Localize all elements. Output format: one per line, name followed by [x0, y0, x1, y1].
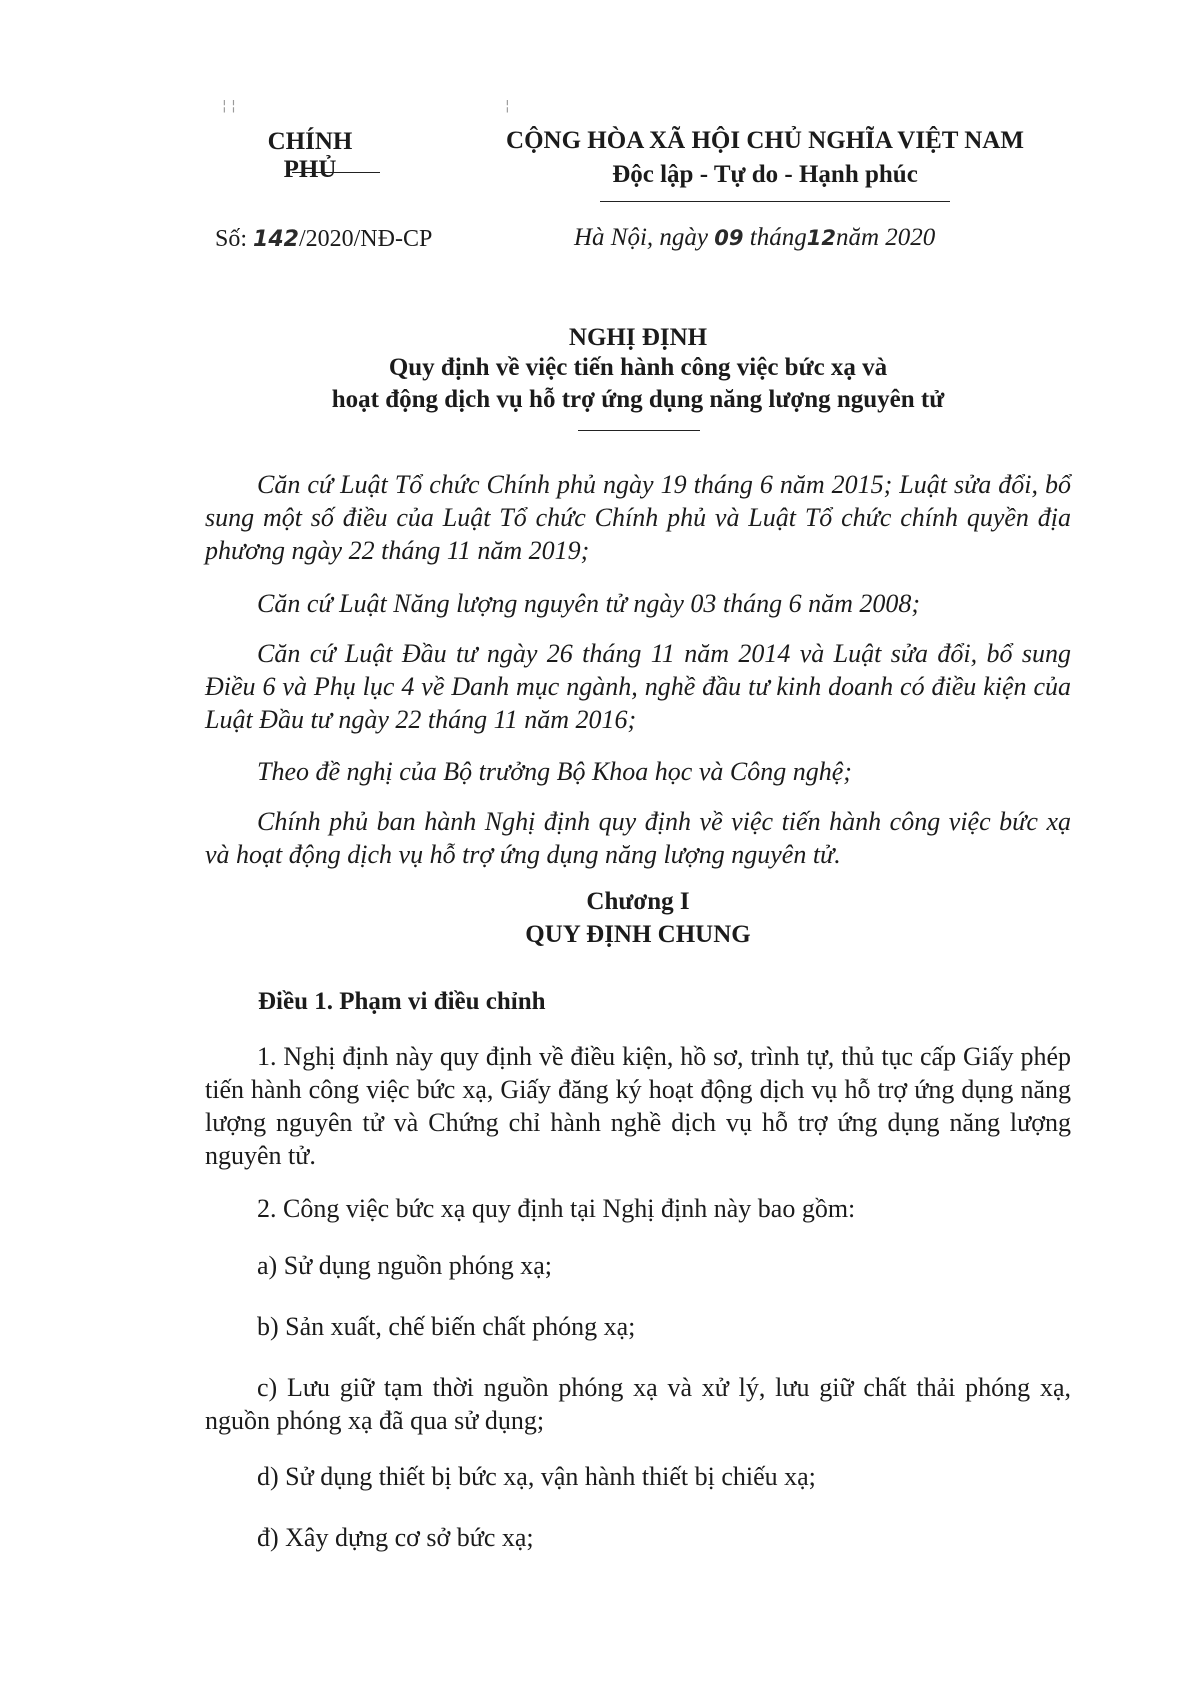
preamble-paragraph: Căn cứ Luật Tổ chức Chính phủ ngày 19 tháng 6 năm 2015; Luật sửa đổi, bổ sung một số điều của Luật Tổ chức Chính phủ và Luật Tổ chức chính quyền địa phương ngày 22 tháng 11 năm 2019;	[205, 470, 1071, 565]
number-suffix: /2020/NĐ-CP	[298, 226, 433, 252]
document-type: NGHỊ ĐỊNH	[568, 324, 708, 351]
scan-mark: ¦ ¦	[222, 98, 236, 114]
number-handwritten: 142	[253, 227, 299, 252]
article-heading: Điều 1. Phạm vi điều chỉnh	[258, 988, 546, 1015]
preamble-paragraph: Theo đề nghị của Bộ trưởng Bộ Khoa học và Công nghệ;	[257, 757, 852, 786]
document-number	[215, 226, 432, 253]
list-item: b) Sản xuất, chế biến chất phóng xạ;	[257, 1312, 636, 1341]
date-day: 09	[714, 226, 744, 250]
clause-1: 1. Nghị định này quy định về điều kiện, hồ sơ, trình tự, thủ tục cấp Giấy phép tiến hành công việc bức xạ, Giấy đăng ký hoạt động dịch vụ hỗ trợ ứng dụng năng lượng nguyên tử và Chứng chỉ hành nghề dịch vụ hỗ trợ ứng dụng năng lượng nguyên tử.	[205, 1042, 1071, 1170]
date-place: Hà Nội, ngày	[574, 224, 715, 251]
date-month: 12	[806, 226, 836, 250]
date-month-label: tháng	[743, 224, 807, 251]
agency-underline	[292, 172, 380, 173]
motto-underline	[600, 201, 950, 202]
chapter-label: Chương I	[586, 888, 690, 915]
motto: Độc lập - Tự do - Hạnh phúc	[612, 161, 918, 188]
country-name: CỘNG HÒA XÃ HỘI CHỦ NGHĨA VIỆT NAM	[506, 127, 1024, 154]
issue-date	[574, 224, 935, 252]
list-item: a) Sử dụng nguồn phóng xạ;	[257, 1251, 553, 1280]
document-subtitle-line1: Quy định về việc tiến hành công việc bức xạ và	[388, 354, 888, 381]
list-item: d) Sử dụng thiết bị bức xạ, vận hành thiết bị chiếu xạ;	[257, 1462, 816, 1491]
title-underline	[578, 430, 700, 431]
agency-name: CHÍNH PHỦ	[267, 128, 353, 183]
preamble-paragraph: Chính phủ ban hành Nghị định quy định về việc tiến hành công việc bức xạ và hoạt động dịch vụ hỗ trợ ứng dụng năng lượng nguyên tử.	[205, 807, 1071, 869]
preamble-paragraph: Căn cứ Luật Năng lượng nguyên tử ngày 03 tháng 6 năm 2008;	[257, 589, 921, 618]
clause-2: 2. Công việc bức xạ quy định tại Nghị định này bao gồm:	[257, 1194, 856, 1223]
scan-mark: ¦	[505, 98, 510, 114]
preamble-paragraph: Căn cứ Luật Đầu tư ngày 26 tháng 11 năm 2014 và Luật sửa đổi, bổ sung Điều 6 và Phụ lục 4 về Danh mục ngành, nghề đầu tư kinh doanh có điều kiện của Luật Đầu tư ngày 22 tháng 11 năm 2016;	[205, 639, 1071, 734]
list-item: c) Lưu giữ tạm thời nguồn phóng xạ và xử lý, lưu giữ chất thải phóng xạ, nguồn phóng xạ đã qua sử dụng;	[205, 1373, 1071, 1435]
list-item: đ) Xây dựng cơ sở bức xạ;	[257, 1523, 534, 1552]
chapter-title: QUY ĐỊNH CHUNG	[525, 921, 751, 948]
number-prefix: Số:	[215, 226, 254, 252]
document-subtitle-line2: hoạt động dịch vụ hỗ trợ ứng dụng năng lượng nguyên tử	[331, 386, 945, 413]
date-year: năm 2020	[835, 224, 936, 251]
